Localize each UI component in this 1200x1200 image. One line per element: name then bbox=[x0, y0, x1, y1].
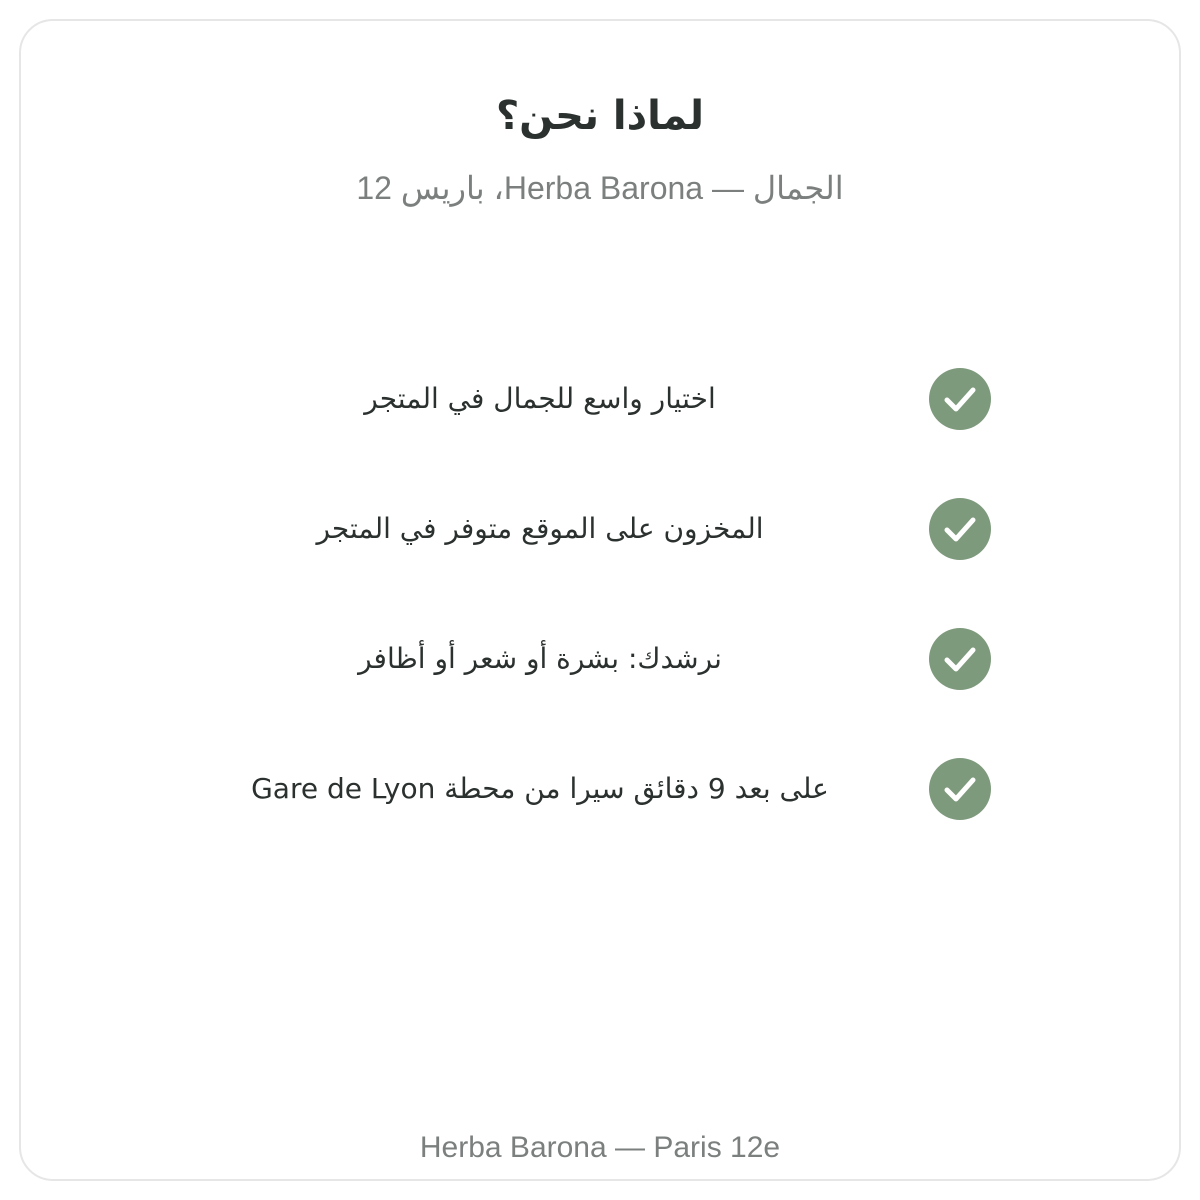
feature-item bbox=[0, 368, 1200, 430]
page-subtitle: الجمال — Herba Barona، باريس 12 bbox=[356, 170, 844, 206]
feature-item bbox=[0, 628, 1200, 690]
feature-label: على بعد 9 دقائق سيرا من محطة Gare de Lyon bbox=[251, 772, 829, 805]
feature-label: المخزون على الموقع متوفر في المتجر bbox=[316, 512, 764, 545]
check-icon bbox=[929, 498, 991, 560]
feature-label: اختيار واسع للجمال في المتجر bbox=[364, 382, 716, 415]
check-icon bbox=[929, 368, 991, 430]
footer-text: Herba Barona — Paris 12e bbox=[419, 1131, 781, 1164]
feature-item bbox=[0, 758, 1200, 820]
feature-item bbox=[0, 498, 1200, 560]
feature-label: نرشدك: بشرة أو شعر أو أظافر bbox=[358, 642, 722, 675]
page-title: لماذا نحن؟ bbox=[495, 93, 705, 139]
check-icon bbox=[929, 628, 991, 690]
check-icon bbox=[929, 758, 991, 820]
